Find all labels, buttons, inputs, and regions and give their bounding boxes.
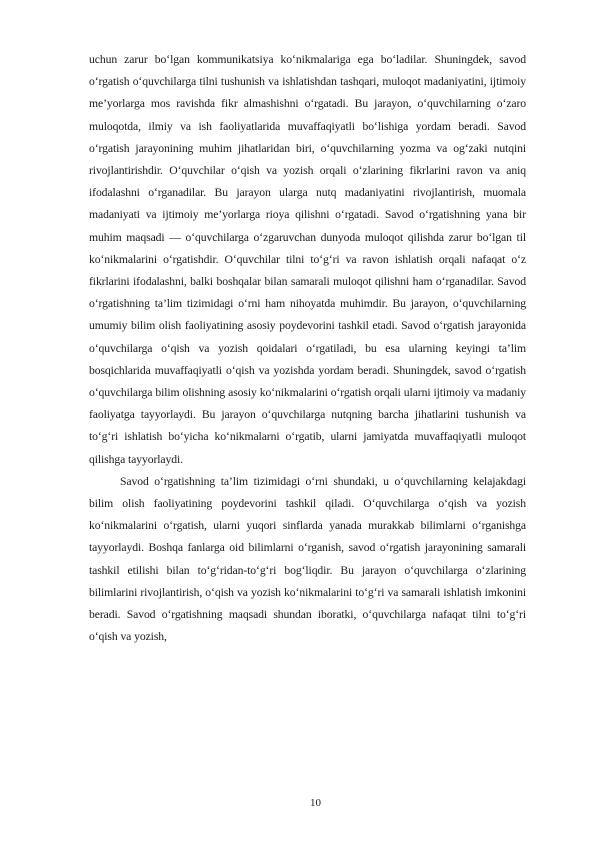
paragraph-1: uchun zarur bo‘lgan kommunikatsiya ko‘nikmalariga ega bo‘ladilar. Shuningdek, savod o‘rgatish o‘quvchilarga tilni tushunish va ishlatishdan tashqari, muloqot madaniyatini, ijtimoiy me’yorlarga mos ravishda fikr almashishni o‘rgatadi. Bu jarayon, o‘quvchilarning o‘zaro muloqotda, ilmiy va ish faoliyatlarida muvaffaqiyatli bo‘lishiga yordam beradi. Savod o‘rgatish jarayonining muhim jihatlaridan biri, o‘quvchilarning yozma va og‘zaki nutqini rivojlantirishdir. O‘quvchilar o‘qish va yozish orqali o‘zlarining fikrlarini ravon va aniq ifodalashni o‘rganadilar. Bu jarayon ularga nutq madaniyatini rivojlantirish, muomala madaniyati va ijtimoiy me’yorlarga rioya qilishni o‘rgatadi. Savod o‘rgatishning yana bir muhim maqsadi — o‘quvchilarga o‘zgaruvchan dunyoda muloqot qilishda zarur bo‘lgan til ko‘nikmalarini o‘rgatishdir. O‘quvchilar tilni to‘g‘ri va ravon ishlatish orqali nafaqat o‘z fikrlarini ifodalashni, balki boshqalar bilan samarali muloqot qilishni ham o‘rganadilar. Savod o‘rgatishning ta’lim tizimidagi o‘rni ham nihoyatda muhimdir. Bu jarayon, o‘quvchilarning umumiy bilim olish faoliyatining asosiy poydevorini tashkil etadi. Savod o‘rgatish jarayonida o‘quvchilarga o‘qish va yozish qoidalari o‘rgatiladi, bu esa ularning keyingi ta’lim bosqichlarida muvaffaqiyatli o‘qish va yozishda yordam beradi. Shuningdek, savod o‘rgatish o‘quvchilarga bilim olishning asosiy ko‘nikmalarini o‘rgatish orqali ularni ijtimoiy va madaniy faoliyatga tayyorlaydi. Bu jarayon o‘quvchilarga nutqning barcha jihatlarini tushunish va to‘g‘ri ishlatish bo‘yicha ko‘nikmalarni o‘rgatib, ularni jamiyatda muvaffaqiyatli muloqot qilishga tayyorlaydi.: [89, 53, 526, 466]
body-text: [89, 49, 526, 648]
page-number: 10: [310, 797, 321, 809]
paragraph-2: Savod o‘rgatishning ta’lim tizimidagi o‘rni shundaki, u o‘quvchilarning kelajakdagi bilim olish faoliyatining poydevorini tashkil qiladi. O‘quvchilarga o‘qish va yozish ko‘nikmalarini o‘rgatish, ularni yuqori sinflarda yanada murakkab bilimlarni o‘rganishga tayyorlaydi. Boshqa fanlarga oid bilimlarni o‘rganish, savod o‘rgatish jarayonining samarali tashkil etilishi bilan to‘g‘ridan-to‘g‘ri bog‘liqdir. Bu jarayon o‘quvchilarga o‘zlarining bilimlarini rivojlantirish, o‘qish va yozish ko‘nikmalarini to‘g‘ri va samarali ishlatish imkonini beradi. Savod o‘rgatishning maqsadi shundan iboratki, o‘quvchilarga nafaqat tilni to‘g‘ri o‘qish va yozish,: [89, 474, 526, 644]
